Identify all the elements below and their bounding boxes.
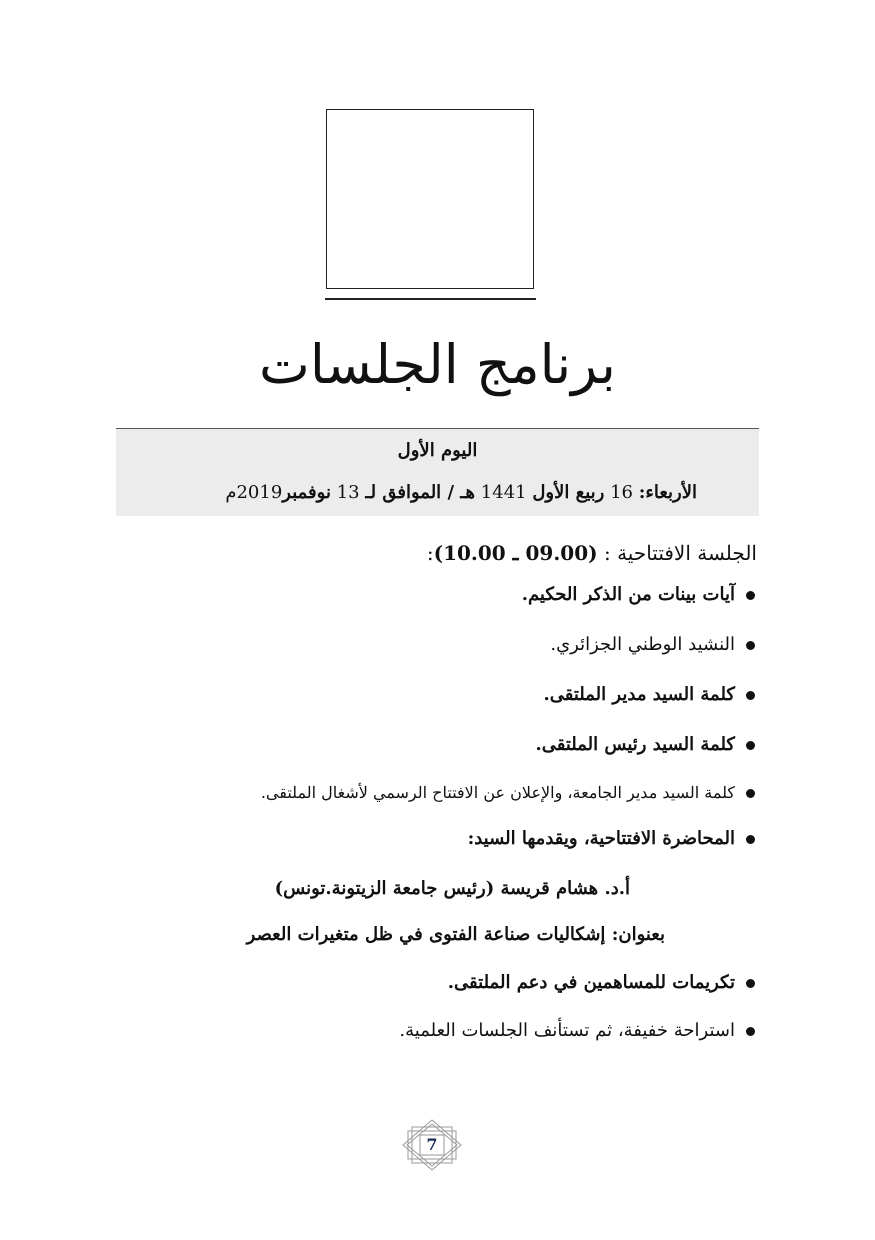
hijri-day: 16 [610,482,634,503]
session-time: (09.00 ـ 10.00) [433,541,598,565]
logo-divider [325,298,536,300]
hijri-suffix: هـ / الموافق لـ [365,482,476,503]
agenda-item-text: آيات بينات من الذكر الحكيم. [521,584,735,605]
agenda-list [261,580,757,854]
agenda-item [261,580,757,630]
bullet-icon [746,789,755,798]
day-date [225,479,697,507]
agenda-item [399,1016,757,1064]
agenda-item [261,730,757,778]
bullet-icon [746,979,755,988]
agenda-item [261,630,757,680]
bullet-icon [746,591,755,600]
bullet-icon [746,1027,755,1036]
agenda-item-text: المحاضرة الافتتاحية، ويقدمها السيد: [467,828,735,849]
session-heading [427,537,757,569]
page-number: 7 [426,1135,438,1154]
agenda-item [261,680,757,730]
lecture-title: بعنوان: إشكاليات صناعة الفتوى في ظل متغيرات العصر [246,924,665,945]
agenda-item-text: النشيد الوطني الجزائري. [550,634,735,655]
agenda-item [261,824,757,854]
session-suffix: : [426,541,434,565]
lecture-speaker: أ.د. هشام قريسة (رئيس جامعة الزيتونة.تونس) [274,878,630,899]
agenda-item-text: استراحة خفيفة، ثم تستأنف الجلسات العلمية. [399,1020,735,1041]
day-header [116,428,759,516]
bullet-icon [746,835,755,844]
bullet-icon [746,691,755,700]
agenda-item [261,778,757,824]
page-number-ornament [401,1118,463,1172]
bullet-icon [746,641,755,650]
agenda-item-text: تكريمات للمساهمين في دعم الملتقى. [447,972,735,993]
agenda-list-after [399,968,757,1064]
bullet-icon [746,741,755,750]
greg-month: نوفمبر [282,482,331,503]
hijri-year: 1441 [480,482,527,503]
agenda-item-text: كلمة السيد مدير الملتقى. [543,684,735,705]
hijri-month: ربيع الأول [532,482,605,503]
greg-day: 13 [336,482,360,503]
page-title: برنامج الجلسات [259,333,616,396]
agenda-item-text: كلمة السيد رئيس الملتقى. [535,734,735,755]
agenda-item-text: كلمة السيد مدير الجامعة، والإعلان عن الافتتاح الرسمي لأشغال الملتقى. [260,783,735,802]
greg-year: 2019م [225,482,283,503]
day-title: اليوم الأول [397,440,478,461]
weekday: الأربعاء: [638,482,697,503]
agenda-item [399,968,757,1016]
session-label: الجلسة الافتتاحية : [603,541,757,565]
logo-placeholder [326,109,534,289]
